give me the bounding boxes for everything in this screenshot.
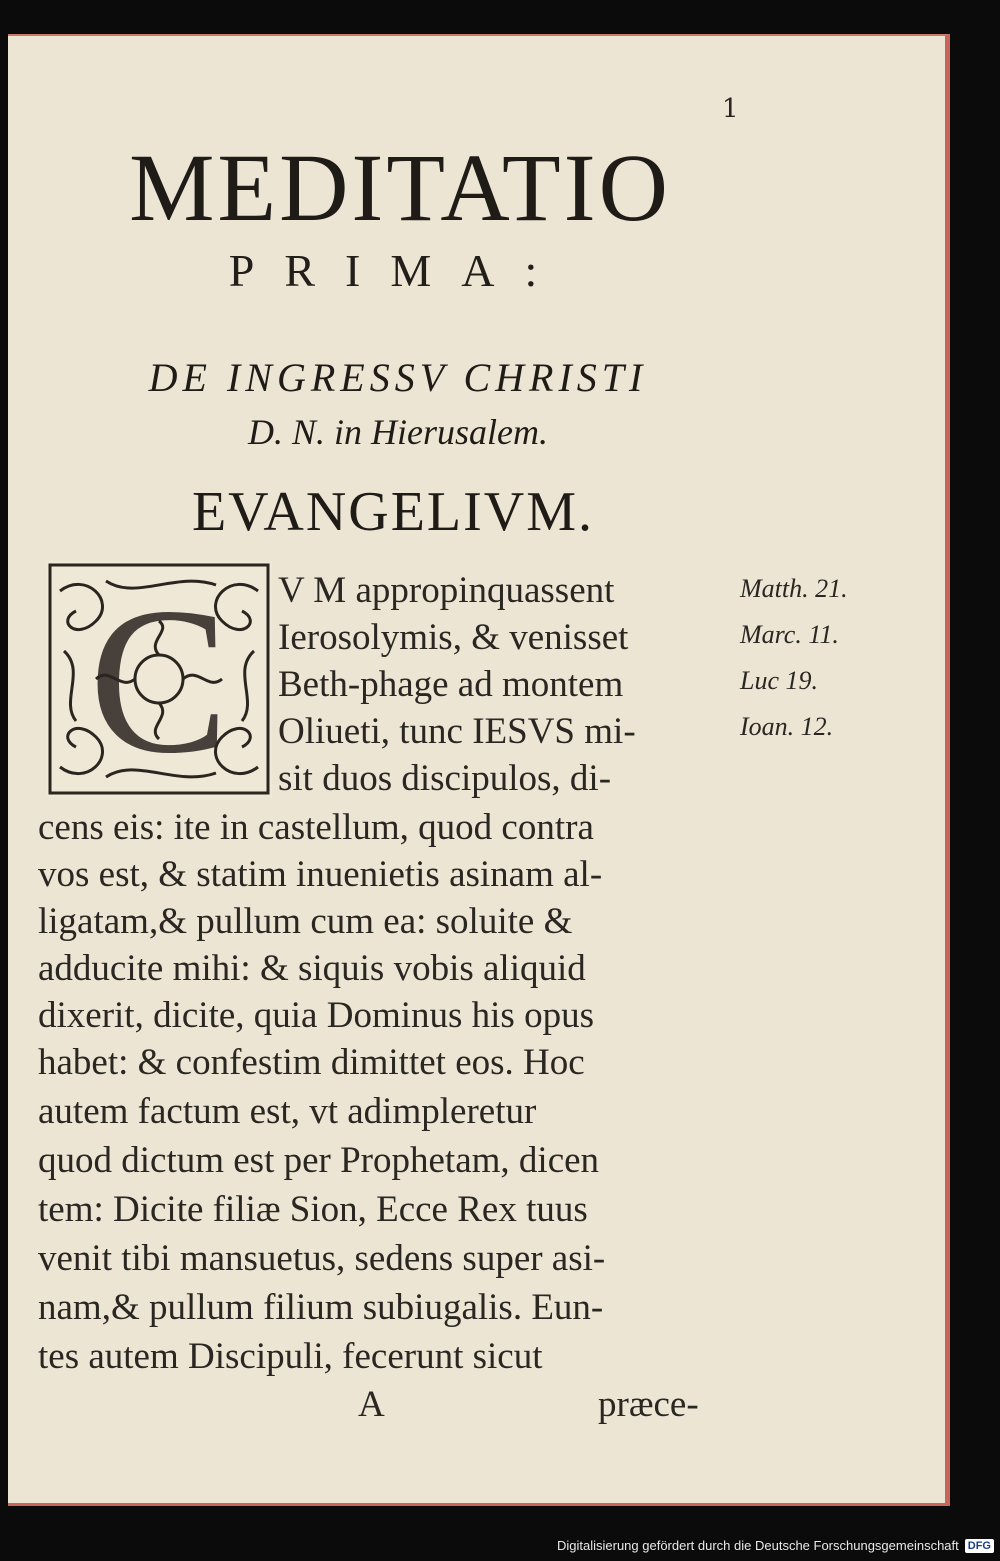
catchword: præce- xyxy=(598,1384,699,1425)
heading-line-2: D. N. in Hierusalem. xyxy=(248,412,548,452)
book-page xyxy=(8,34,950,1506)
text-line: autem factum est, vt adimpleretur xyxy=(38,1091,537,1132)
dfg-logo-icon: DFG xyxy=(965,1539,994,1553)
heading-line-1: DE INGRESSV CHRISTI xyxy=(148,355,648,400)
signature-mark: A xyxy=(358,1384,385,1425)
margin-note: Marc. 11. xyxy=(740,620,839,649)
ornament-icon xyxy=(46,561,272,797)
text-line: Ierosolymis, & venisset xyxy=(278,617,629,658)
text-line: sit duos discipulos, di- xyxy=(278,758,612,799)
page-number: 1 xyxy=(722,94,739,124)
text-line: tes autem Discipuli, fecerunt sicut xyxy=(38,1336,543,1377)
footer-credit: Digitalisierung gefördert durch die Deutsche Forschungsgemeinschaft xyxy=(556,1538,959,1553)
text-line: habet: & confestim dimittet eos. Hoc xyxy=(38,1042,585,1083)
text-line: Oliueti, tunc IESVS mi- xyxy=(278,711,636,752)
text-line: quod dictum est per Prophetam, dicen xyxy=(38,1140,600,1181)
text-line: tem: Dicite filiæ Sion, Ecce Rex tuus xyxy=(38,1189,588,1230)
text-line: vos est, & statim inuenietis asinam al- xyxy=(38,854,603,895)
dropcap-letter: C xyxy=(88,565,230,797)
text-line: dixerit, dicite, quia Dominus his opus xyxy=(38,995,594,1036)
digitization-footer xyxy=(557,1538,994,1553)
margin-note: Matth. 21. xyxy=(740,574,848,603)
page-title: MEDITATIO xyxy=(129,134,671,241)
margin-note: Luc 19. xyxy=(740,666,818,695)
page-subtitle: PRIMA: xyxy=(228,245,568,296)
text-line: Beth-phage ad montem xyxy=(278,664,624,705)
margin-note: Ioan. 12. xyxy=(740,712,834,741)
text-line: ligatam,& pullum cum ea: soluite & xyxy=(38,901,573,942)
text-line: adducite mihi: & siquis vobis aliquid xyxy=(38,948,586,989)
dropcap-initial xyxy=(46,561,272,797)
text-line: nam,& pullum filium subiugalis. Eun- xyxy=(38,1287,604,1328)
text-line: venit tibi mansuetus, sedens super asi- xyxy=(38,1238,606,1279)
text-line: V M appropinquassent xyxy=(278,570,615,611)
section-title: EVANGELIVM. xyxy=(191,481,595,543)
text-line: cens eis: ite in castellum, quod contra xyxy=(38,807,594,848)
